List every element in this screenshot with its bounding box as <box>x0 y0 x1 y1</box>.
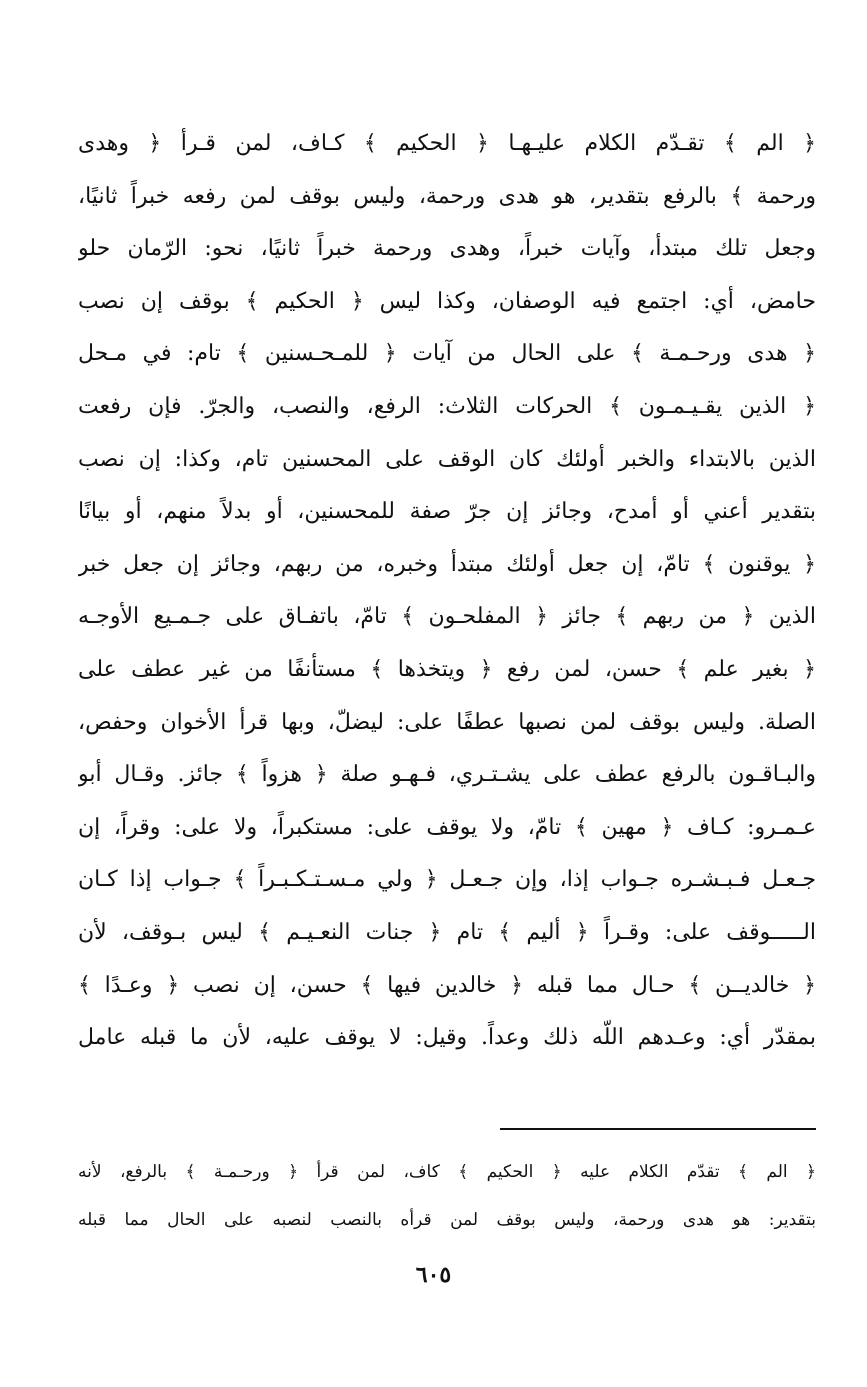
text-line-12: الصلة. وليس بوقف لمن نصبها عطفًا على: ليضلّ، وبها قرأ الأخوان وحفص، <box>78 709 816 735</box>
text-line-10: الذين ﴿ من ربهم ﴾ جائز ﴿ المفلحـون ﴾ تامّ، باتفـاق على جـمـيع الأوجـه <box>78 604 816 630</box>
text-line-7: الذين بالابتداء والخبر أولئك كان الوقف على المحسنين تام، وكذا: إن نصب <box>78 446 816 472</box>
text-line-2: ورحمة ﴾ بالرفع بتقدير، هو هدى ورحمة، وليس بوقف لمن رفعه خبراً ثانيًا، <box>78 183 816 209</box>
footnote-divider <box>500 1128 816 1130</box>
text-line-6: ﴿ الذين يقـيـمـون ﴾ الحركات الثلاث: الرفع، والنصب، والجرّ. فإن رفعت <box>78 393 816 419</box>
text-line-11: ﴿ بغير علم ﴾ حسن، لمن رفع ﴿ ويتخذها ﴾ مستأنفًا من غير عطف على <box>78 656 816 682</box>
text-line-4: حامض، أي: اجتمع فيه الوصفان، وكذا ليس ﴿ الحكيم ﴾ بوقف إن نصب <box>78 288 816 314</box>
text-line-14: عـمـرو: كـاف ﴿ مهين ﴾ تامّ، ولا يوقف على: مستكبراً، ولا على: وقراً، إن <box>78 814 816 840</box>
text-line-5: ﴿ هدى ورحـمـة ﴾ على الحال من آيات ﴿ للمـحـسنين ﴾ تام: في مـحل <box>78 341 816 367</box>
text-line-16: الـــــوقف على: وقـراً ﴿ أليم ﴾ تام ﴿ جنات النعـيـم ﴾ ليس بـوقف، لأن <box>78 919 816 945</box>
footnote-line-1: ﴿ الم ﴾ تقدّم الكلام عليه ﴿ الحكيم ﴾ كاف، لمن قرأ ﴿ ورحـمـة ﴾ بالرفع، لأنه <box>78 1162 816 1182</box>
text-line-13: والبـاقـون بالرفع عطف على يشـتـري، فـهـو صلة ﴿ هزواً ﴾ جائز. وقـال أبو <box>78 762 816 788</box>
text-line-9: ﴿ يوقنون ﴾ تامّ، إن جعل أولئك مبتدأ وخبره، من ربهم، وجائز إن جعل خبر <box>78 551 816 577</box>
footnote <box>78 1148 816 1244</box>
text-line-3: وجعل تلك مبتدأ، وآيات خبراً، وهدى ورحمة خبراً ثانيًا، نحو: الرّمان حلو <box>78 236 816 262</box>
text-line-17: ﴿ خالديــن ﴾ حـال مما قبله ﴿ خالدين فيها ﴾ حسن، إن نصب ﴿ وعـدًا ﴾ <box>78 972 816 998</box>
footnote-line-2: بتقدير: هو هدى ورحمة، وليس بوقف لمن قرأه بالنصب لنصبه على الحال مما قبله <box>78 1210 816 1230</box>
text-line-18: بمقدّر أي: وعـدهم اللّه ذلك وعداً. وقيل: لا يوقف عليه، لأن ما قبله عامل <box>78 1025 816 1051</box>
text-line-8: بتقدير أعني أو أمدح، وجائز إن جرّ صفة للمحسنين، أو بدلاً منهم، أو بيانًا <box>78 499 816 525</box>
text-line-15: جـعـل فـبـشـره جـواب إذا، وإن جـعـل ﴿ ولي مـسـتـكـبـراً ﴾ جـواب إذا كـان <box>78 867 816 893</box>
text-line-1: ﴿ الم ﴾ تقـدّم الكلام عليـهـا ﴿ الحكيم ﴾ كـاف، لمن قـرأ ﴿ وهدى <box>78 131 816 156</box>
main-text <box>78 118 816 1065</box>
page-number: ٦٠٥ <box>415 1262 452 1288</box>
